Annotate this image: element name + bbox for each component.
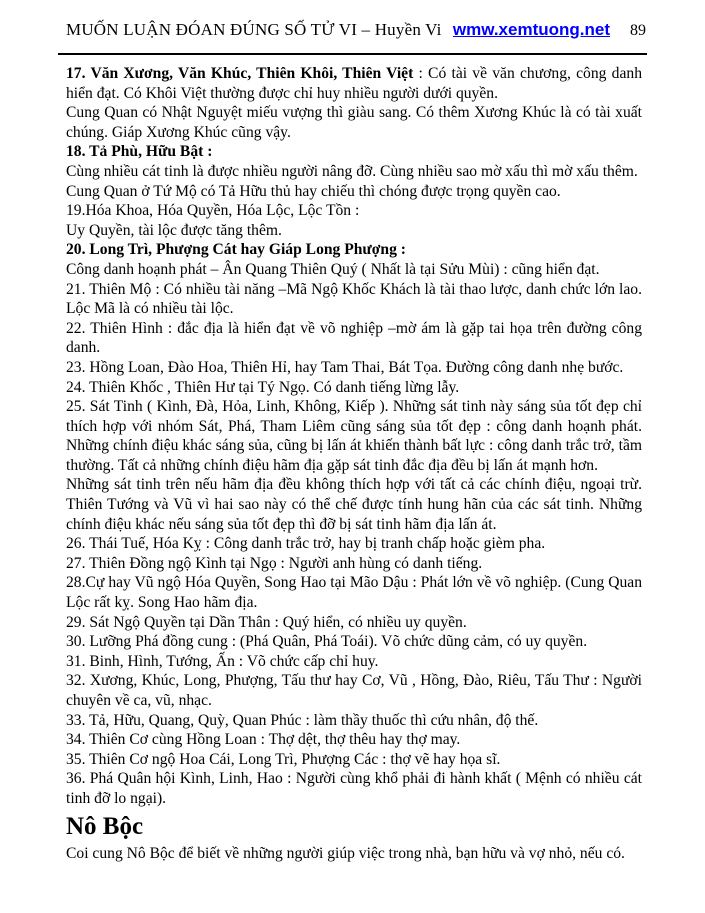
paragraph — [66, 103, 642, 142]
header-right — [453, 20, 646, 40]
item-35 — [66, 750, 642, 770]
item-26 — [66, 534, 642, 554]
paragraph-text: Cùng nhiều cát tinh là được nhiều người nâng đỡ. Cùng nhiều sao mờ xấu thì mờ xấu thêm. — [66, 162, 638, 180]
item-20-lead: 20. Long Trì, Phượng Cát hay Giáp Long Phượng : — [66, 241, 406, 259]
paragraph-text: Cung Quan có Nhật Nguyệt miếu vượng thì giàu sang. Có thêm Xương Khúc là có tài xuất chúng. Giáp Xương Khúc cũng vậy. — [66, 104, 642, 141]
paragraph-text: Cung Quan ở Tứ Mộ có Tả Hữu thủ hay chiếu thì chóng được trọng quyền cao. — [66, 182, 561, 200]
paragraph — [66, 162, 642, 182]
item-20-heading — [66, 240, 642, 260]
header-divider — [58, 53, 647, 55]
paragraph-text: 30. Lưỡng Phá đồng cung : (Phá Quân, Phá Toái). Võ chức dũng cảm, có uy quyền. — [66, 633, 588, 651]
item-18-lead: 18. Tả Phù, Hữu Bật : — [66, 143, 213, 161]
item-21 — [66, 280, 642, 319]
paragraph-text: Uy Quyền, tài lộc được tăng thêm. — [66, 221, 282, 239]
item-36 — [66, 769, 642, 808]
item-31 — [66, 652, 642, 672]
paragraph — [66, 182, 642, 202]
item-30 — [66, 632, 642, 652]
page-header — [66, 20, 646, 40]
item-19 — [66, 201, 642, 221]
paragraph-text: 31. Binh, Hình, Tướng, Ấn : Võ chức cấp chỉ huy. — [66, 652, 379, 670]
page-body — [66, 64, 642, 863]
paragraph — [66, 260, 642, 280]
section-intro — [66, 844, 642, 864]
paragraph-text: Coi cung Nô Bộc để biết về những người giúp việc trong nhà, bạn hữu và vợ nhỏ, nếu có. — [66, 844, 625, 862]
paragraph-text: 34. Thiên Cơ cùng Hồng Loan : Thợ dệt, thợ thêu hay thợ may. — [66, 731, 461, 749]
paragraph-text: 19.Hóa Khoa, Hóa Quyền, Hóa Lộc, Lộc Tồn : — [66, 202, 360, 220]
item-32 — [66, 671, 642, 710]
page-number: 89 — [630, 22, 646, 39]
paragraph-text: 32. Xương, Khúc, Long, Phượng, Tấu thư hay Cơ, Vũ , Hồng, Đào, Riêu, Tấu Thư : Người chuyên về ca, vũ, nhạc. — [66, 672, 642, 709]
paragraph — [66, 475, 642, 534]
paragraph-text: 33. Tả, Hữu, Quang, Quỳ, Quan Phúc : làm thầy thuốc thì cứu nhân, độ thế. — [66, 711, 539, 729]
paragraph — [66, 221, 642, 241]
paragraph-text: 26. Thái Tuế, Hóa Kỵ : Công danh trắc trở, hay bị tranh chấp hoặc gièm pha. — [66, 535, 546, 553]
site-link[interactable]: wmw.xemtuong.net — [452, 20, 610, 39]
item-33 — [66, 711, 642, 731]
paragraph-text: 29. Sát Ngộ Quyền tại Dần Thân : Quý hiển, có nhiều uy quyền. — [66, 613, 467, 631]
paragraph-text: 24. Thiên Khốc , Thiên Hư tại Tý Ngọ. Có danh tiếng lừng lẫy. — [66, 378, 460, 396]
item-17-lead: 17. Văn Xương, Văn Khúc, Thiên Khôi, Thiên Việt — [66, 65, 414, 82]
paragraph-text: Công danh hoạnh phát – Ân Quang Thiên Quý ( Nhất là tại Sửu Mùi) : cũng hiển đạt. — [66, 260, 600, 278]
paragraph-text: 21. Thiên Mộ : Có nhiều tài năng –Mã Ngộ Khốc Khách là tài thao lược, danh chức lớn lao. Lộc Mã là có nhiều tài lộc. — [66, 280, 642, 318]
item-24 — [66, 378, 642, 398]
section-heading-no-boc: Nô Bộc — [66, 812, 144, 840]
item-18-heading — [66, 142, 642, 162]
paragraph-text: 23. Hồng Loan, Đào Hoa, Thiên Hỉ, hay Tam Thai, Bát Tọa. Đường công danh nhẹ bước. — [66, 358, 624, 376]
item-28 — [66, 573, 642, 612]
item-29 — [66, 613, 642, 633]
item-17-text: : Có tài về văn chương, công danh hiển đạt. Có Khôi Việt thường được chỉ huy nhiều người dưới quyền. — [66, 65, 642, 102]
item-34 — [66, 730, 642, 750]
paragraph-text: 25. Sát Tinh ( Kình, Đà, Hỏa, Linh, Không, Kiếp ). Những sát tinh này sáng sủa tốt đẹp chỉ thích hợp với nhóm Sát, Phá, Tham Liêm cũng sáng sủa tốt đẹp : công danh hoạnh phát. Những chính điệu khác sáng sủa, cũng bị lấn át khiến thành bất lực : công danh trắc trở, tầm thường. Tất cả những chính điệu hãm địa gặp sát tinh đắc địa đều bị lấn át mạnh hơn. — [66, 398, 642, 474]
paragraph-text: 27. Thiên Đồng ngộ Kình tại Ngọ : Người anh hùng có danh tiếng. — [66, 554, 483, 572]
paragraph-text: Những sát tinh trên nếu hãm địa đều không thích hợp với tất cả các chính điệu, ngoại trừ. Thiên Tướng và Vũ vì hai sao này có thể chế được tính hung hãn của các sát tinh. Những chính điệu khác nếu sáng sủa tốt đẹp thì đỡ bị sát tinh hãm địa lấn át. — [66, 476, 642, 533]
paragraph-text: 36. Phá Quân hội Kình, Linh, Hao : Người cùng khổ phải đi hành khất ( Mệnh có nhiều cát tinh đỡ lo ngại). — [66, 770, 642, 807]
paragraph-text: 22. Thiên Hình : đắc địa là hiển đạt về võ nghiệp –mờ ám là gặp tai họa trên đường công danh. — [66, 319, 642, 357]
book-title: MUỐN LUẬN ĐÓAN ĐÚNG SỐ TỬ VI – Huyền Vi — [66, 20, 442, 39]
paragraph-text: 28.Cự hay Vũ ngộ Hóa Quyền, Song Hao tại Mão Dậu : Phát lớn về võ nghiệp. (Cung Quan Lộc rất kỵ. Song Hao hãm địa. — [66, 574, 642, 612]
item-25 — [66, 397, 642, 475]
item-17 — [66, 64, 642, 103]
item-27 — [66, 554, 642, 574]
item-23 — [66, 358, 642, 378]
paragraph-text: 35. Thiên Cơ ngộ Hoa Cái, Long Trì, Phượng Các : thợ vẽ hay họa sĩ. — [66, 750, 501, 768]
item-22 — [66, 319, 642, 358]
